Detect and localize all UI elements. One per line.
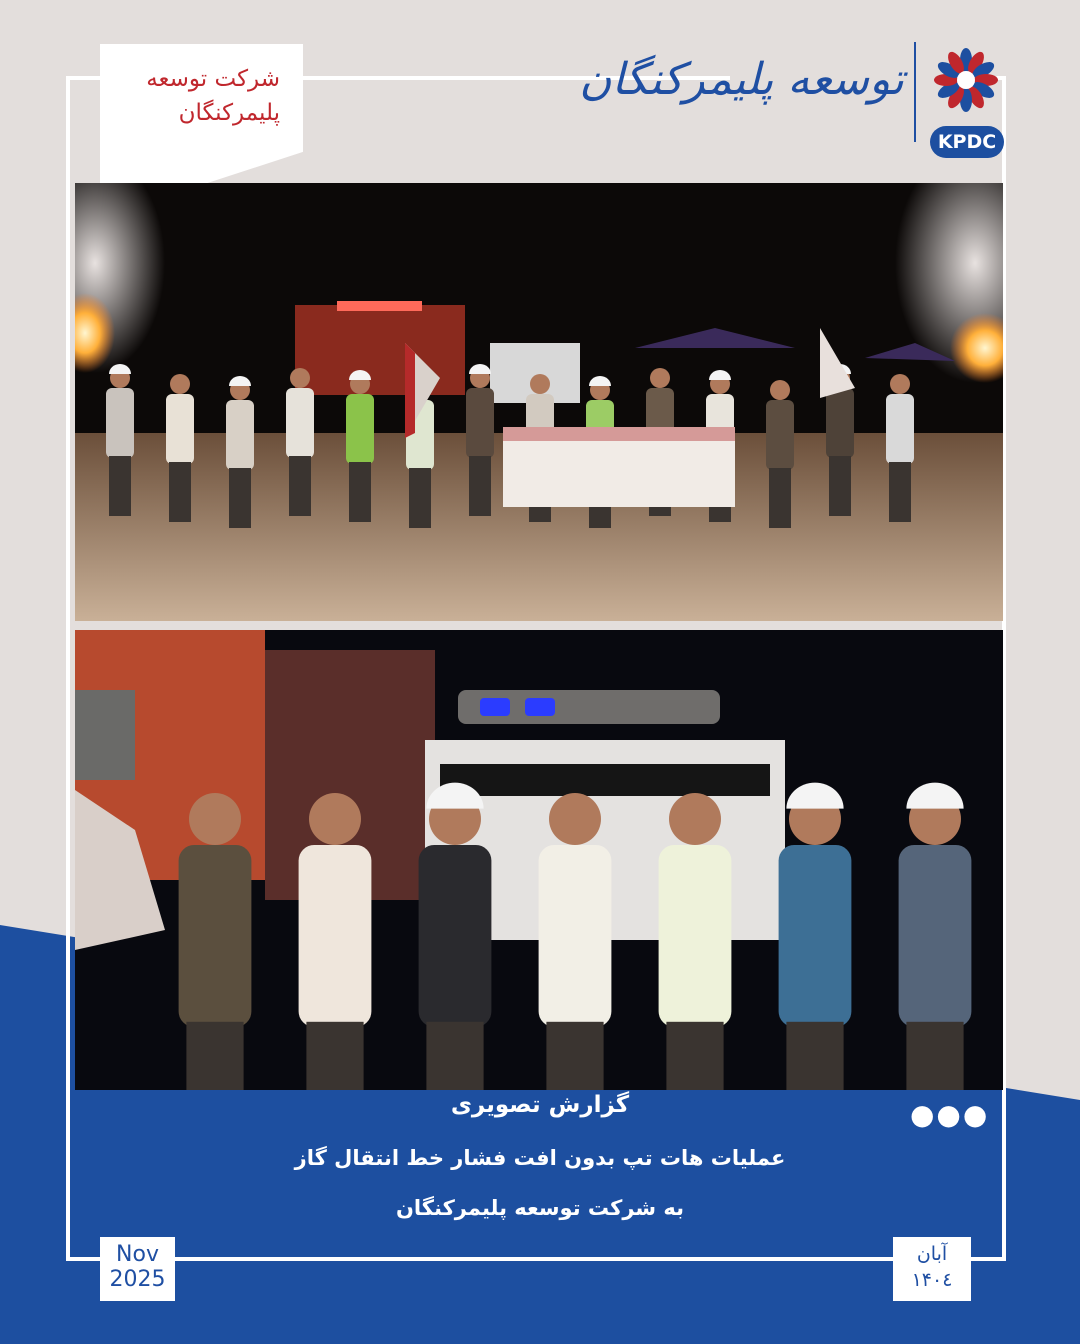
date-persian-year: ۱۴۰٤ <box>911 1269 953 1291</box>
more-dots-icon: ●●● <box>910 1098 990 1131</box>
report-line-1: عملیات هات تپ بدون افت فشار خط انتقال گاز <box>294 1146 786 1170</box>
photo-team-portrait <box>75 630 1003 1090</box>
logo-abbreviation: KPDC <box>930 126 1004 158</box>
date-persian <box>893 1237 971 1301</box>
date-persian-month: آبان <box>916 1243 948 1265</box>
report-heading: گزارش تصویری <box>450 1092 630 1118</box>
date-gregorian <box>100 1237 175 1301</box>
kpdc-logo <box>579 20 1044 153</box>
tag-line-2: پلیمرکنگان <box>178 100 280 126</box>
company-tag-text <box>100 62 280 130</box>
tag-line-1: شرکت توسعه <box>146 66 280 92</box>
date-gregorian-year: 2025 <box>109 1267 166 1292</box>
photo-group-ceremony <box>75 183 1003 621</box>
logo-script-text: توسعه پلیمرکنگان <box>579 54 904 105</box>
report-line-2: به شرکت توسعه پلیمرکنگان <box>396 1196 684 1220</box>
logo-divider <box>914 42 916 142</box>
flower-logo-icon <box>932 46 1000 114</box>
date-gregorian-month: Nov <box>116 1242 159 1267</box>
